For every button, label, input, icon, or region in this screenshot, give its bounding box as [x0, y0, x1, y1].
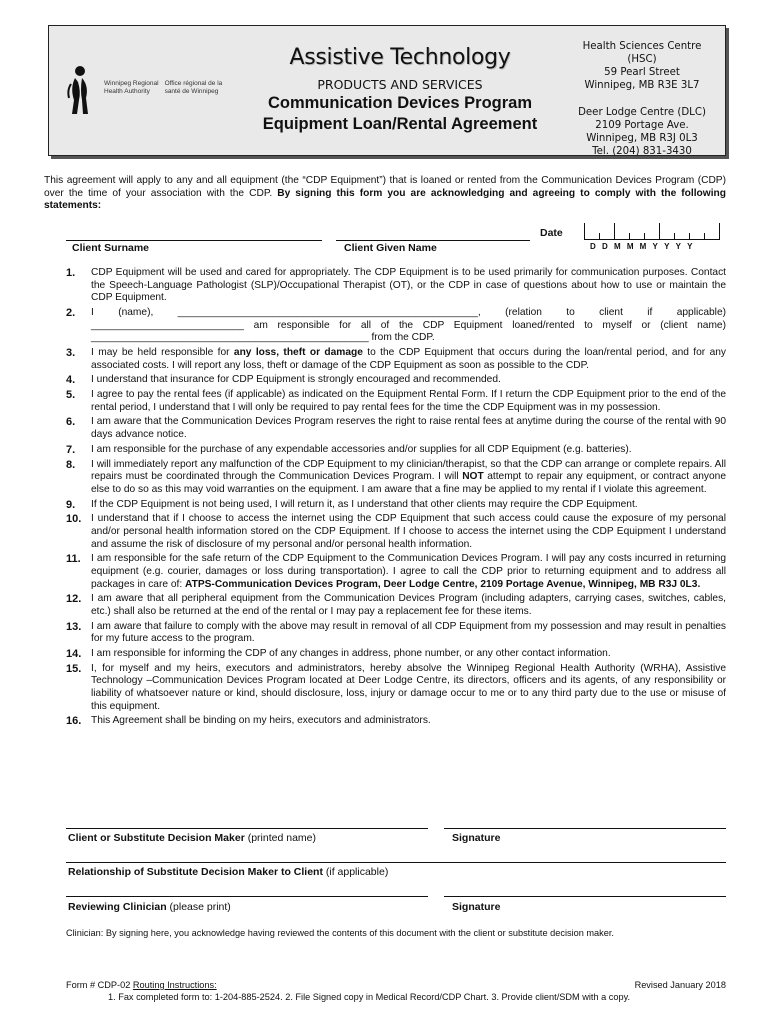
- clinician-name-field[interactable]: [66, 896, 428, 897]
- statement-number: 11.: [66, 553, 81, 566]
- intro-text: This agreement will apply to any and all equipment (the “CDP Equipment”) that is loaned or rented from the Communication Devices Program (CDP) over the time of your association with the CDP.: [44, 175, 726, 199]
- wrha-logo: [66, 62, 226, 118]
- client-signature-field[interactable]: [444, 828, 726, 829]
- logo-text: [104, 80, 228, 95]
- statement-number: 9.: [66, 498, 76, 511]
- statement-number: 1.: [66, 267, 76, 279]
- dlc-phone: Tel. (204) 831-3430: [592, 146, 692, 157]
- hsc-city: Winnipeg, MB R3E 3L7: [584, 80, 700, 91]
- statement-text: I (name), _____________________________________________________, (relation to client if applicable) ___________________________ am responsible for all of the CDP Equipment loaned/rented to myself or (client name) _________________________________________________ from the CDP.: [91, 306, 726, 344]
- statement-number: 4.: [66, 374, 76, 387]
- statement-number: 2.: [66, 306, 76, 319]
- statement-item: [66, 347, 726, 372]
- statement-number: 3.: [66, 346, 76, 359]
- statement-item: [66, 267, 726, 305]
- statement-text: I am responsible for the safe return of the CDP Equipment to the Communication Devices Program. I will pay any costs incurred in returning equipment (e.g. courier, damages or loss during transportation). I agree to call the CDP prior to returning equipment and to address all packages in care of:: [91, 553, 726, 590]
- statement-text: I am responsible for the purchase of any expendable accessories and/or supplies for all CDP Equipment (e.g. batteries).: [91, 443, 632, 455]
- routing-label: Routing Instructions:: [132, 980, 217, 990]
- statement-text: I am aware that all peripheral equipment from the Communication Devices Program (including adapters, carrying cases, switches, cables, etc.) shall also be returned at the end of the rental or I may pay a replacement fee for these items.: [91, 593, 726, 617]
- intro-bold: By signing this form you are acknowledging and agreeing to comply with the following statements:: [44, 187, 726, 212]
- statement-number: 14.: [66, 648, 82, 661]
- statement-text: CDP Equipment will be used and cared for appropriately. The CDP Equipment is to be used primarily for communication purposes. Contact the Speech-Language Pathologist (SLP)/Occupational Therapist (OT), or the CDP in case of questions about how to use or maintain the CDP Equipment.: [91, 267, 726, 304]
- client-surname-label: Client Surname: [72, 242, 150, 254]
- statement-number: 5.: [66, 389, 76, 402]
- statement-text: I, for myself and my heirs, executors and administrators, hereby absolve the Winnipeg Regional Health Authority (WRHA), Assistive Technology –Communication Devices Program located at Deer Lodge Centre, its directors, officers and its agents, of any responsibility or liability of whatsoever nature or kind, should disclosure, loss, injury or damage occur to me or to any third party due to the use or misuse of this equipment.: [91, 662, 726, 712]
- logo-fr-line1: Office régional de la: [164, 80, 223, 87]
- statement-text: to the CDP Equipment that occurs during the loan/rental period, and for any associated costs. I will report any loss, theft or damage of the CDP Equipment as soon as possible to the CDP.: [91, 346, 726, 371]
- date-field[interactable]: [584, 224, 720, 240]
- relationship-label: Relationship of Substitute Decision Maker to Client (if applicable): [68, 866, 389, 878]
- logo-en-line2: Health Authority: [104, 87, 150, 95]
- statement-item: [66, 715, 726, 728]
- statement-item: [66, 444, 726, 457]
- client-name-field[interactable]: [66, 828, 428, 829]
- statement-item: [66, 663, 726, 713]
- statement-number: 12.: [66, 593, 82, 606]
- statement-item: [66, 459, 726, 497]
- statement-number: 15.: [66, 662, 82, 675]
- statement-item: [66, 389, 726, 414]
- statement-text: I am responsible for informing the CDP of any changes in address, phone number, or any other contact information.: [91, 648, 611, 660]
- hsc-street: 59 Pearl Street: [604, 67, 680, 78]
- document-subtitle: PRODUCTS AND SERVICES: [317, 77, 483, 92]
- date-label: Date: [540, 227, 563, 239]
- statement-text: I am aware that failure to comply with the above may result in removal of all CDP Equipment from my possession and may result in penalties for my future access to the program.: [91, 620, 726, 645]
- statement-item: [66, 416, 726, 441]
- statement-number: 6.: [66, 416, 76, 429]
- clinician-signature-label: Signature: [452, 901, 501, 913]
- statement-item: [66, 553, 726, 591]
- relationship-field[interactable]: [66, 862, 726, 863]
- statement-emphasis: any loss, theft or damage: [233, 346, 363, 358]
- statement-item: [66, 621, 726, 646]
- address-block: [568, 40, 716, 158]
- client-given-name-label: Client Given Name: [344, 242, 437, 254]
- client-given-name-field[interactable]: [336, 240, 530, 241]
- statement-text: I am aware that the Communication Devices Program reserves the right to raise rental fees at anytime during the course of the rental with 90 days advance notice.: [91, 416, 726, 441]
- statement-item: [66, 499, 726, 512]
- statement-emphasis: NOT: [462, 471, 484, 483]
- logo-fr-line2: santé de Winnipeg: [164, 87, 219, 95]
- title-block: [250, 45, 550, 135]
- document-title: Assistive Technology: [289, 45, 511, 70]
- statement-item: [66, 648, 726, 661]
- statement-text: I understand that if I choose to access the internet using the CDP Equipment that such access could cause the exposure of my personal and/or personal health information stored on the CDP Equipment. If I choose to access the internet using the CDP Equipment I understand and assume the risk of disclosure of my personal and/or personal health information.: [91, 513, 726, 550]
- dlc-street: 2109 Portage Ave.: [595, 120, 689, 131]
- statement-number: 16.: [66, 715, 82, 728]
- statement-number: 13.: [66, 620, 82, 633]
- clinician-name-label: Reviewing Clinician (please print): [68, 901, 231, 913]
- wrha-figure-icon: [66, 64, 94, 116]
- statement-item: [66, 513, 726, 551]
- statement-text: attempt to repair any equipment, or contract anyone else to do so as this may void warranties on the equipment. I am aware that a fine may be applied to my rental if I violate this agreement.: [91, 471, 726, 495]
- statement-number: 8.: [66, 458, 76, 471]
- revised-date: Revised January 2018: [634, 980, 726, 990]
- clinician-signature-field[interactable]: [444, 896, 726, 897]
- program-name: Communication Devices Program: [267, 94, 533, 112]
- statement-text: I agree to pay the rental fees (if applicable) as indicated on the Equipment Rental Form. If I return the CDP Equipment prior to the end of the rental period, I understand that I will only be required to pay rental fees for the time the CDP Equipment was in my possession.: [91, 389, 726, 413]
- dlc-name: Deer Lodge Centre (DLC): [578, 107, 706, 118]
- form-number: Form # CDP-02 Routing Instructions:: [66, 980, 217, 990]
- client-surname-field[interactable]: [66, 240, 322, 241]
- routing-instructions: 1. Fax completed form to: 1-204-885-2524. 2. File Signed copy in Medical Record/CDP Chart. 3. Provide client/SDM with a copy.: [108, 992, 631, 1002]
- statement-text: I understand that insurance for CDP Equipment is strongly encouraged and recommended.: [91, 374, 501, 386]
- hsc-name: Health Sciences Centre (HSC): [582, 41, 702, 65]
- statement-number: 7.: [66, 443, 76, 456]
- statement-number: 10.: [66, 513, 82, 526]
- statements-list: [66, 267, 726, 730]
- statement-item: [66, 593, 726, 618]
- statement-item: [66, 307, 726, 345]
- client-name-label: Client or Substitute Decision Maker (printed name): [68, 832, 316, 844]
- client-fields: [66, 222, 726, 258]
- dlc-city: Winnipeg, MB R3J 0L3: [586, 133, 698, 144]
- intro-paragraph: [44, 175, 726, 213]
- logo-en-line1: Winnipeg Regional: [104, 80, 159, 87]
- statement-text: If the CDP Equipment is not being used, I will return it, as I understand that other clients may require the CDP Equipment.: [91, 498, 638, 510]
- statement-text: I will immediately report any malfunction of the CDP Equipment to my clinician/therapist, so that the CDP can arrange or complete repairs. All repairs must be coordinated through the Communication Devices Program. I will: [91, 458, 726, 483]
- agreement-name: Equipment Loan/Rental Agreement: [262, 115, 538, 133]
- statement-emphasis: ATPS-Communication Devices Program, Deer Lodge Centre, 2109 Portage Avenue, Winnipeg, MB R3J 0L3.: [185, 578, 701, 590]
- client-signature-label: Signature: [452, 832, 501, 844]
- statement-text: I may be held responsible for: [91, 346, 234, 358]
- date-format-hint: DDMMMYYYY: [590, 242, 699, 251]
- statement-text: This Agreement shall be binding on my heirs, executors and administrators.: [91, 715, 431, 727]
- clinician-note: Clinician: By signing here, you acknowledge having reviewed the contents of this document with the client or substitute decision maker.: [66, 928, 614, 938]
- statement-item: [66, 374, 726, 387]
